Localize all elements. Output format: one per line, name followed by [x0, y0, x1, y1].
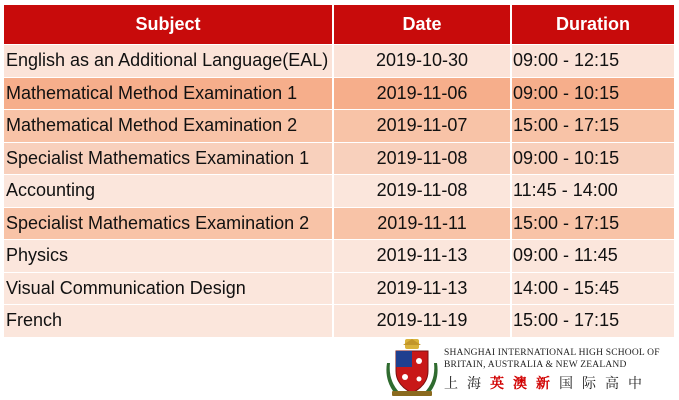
table-row [4, 208, 674, 240]
header-duration: Duration [512, 5, 674, 44]
table-row [4, 175, 674, 207]
subject-cell: Mathematical Method Examination 2 [4, 110, 332, 142]
date-cell: 2019-11-08 [334, 143, 510, 175]
duration-cell: 15:00 - 17:15 [512, 305, 674, 337]
date-cell: 2019-11-11 [334, 208, 510, 240]
date-cell: 2019-11-08 [334, 175, 510, 207]
school-logo [386, 337, 678, 397]
duration-cell: 11:45 - 14:00 [512, 175, 674, 207]
subject-cell: Mathematical Method Examination 1 [4, 78, 332, 110]
subject-cell: French [4, 305, 332, 337]
duration-cell: 14:00 - 15:45 [512, 273, 674, 305]
subject-cell: Specialist Mathematics Examination 2 [4, 208, 332, 240]
table-row [4, 110, 674, 142]
duration-cell: 09:00 - 10:15 [512, 78, 674, 110]
header-date: Date [334, 5, 510, 44]
school-name-english [444, 347, 660, 371]
exam-schedule-table [2, 4, 676, 338]
header-subject: Subject [4, 5, 332, 44]
date-cell: 2019-10-30 [334, 45, 510, 77]
subject-cell: Physics [4, 240, 332, 272]
school-name-line-2: BRITAIN, AUSTRALIA & NEW ZEALAND [444, 360, 627, 370]
school-name-cn-part1: 上海 [444, 375, 490, 391]
date-cell: 2019-11-06 [334, 78, 510, 110]
table-header [4, 5, 674, 44]
date-cell: 2019-11-13 [334, 273, 510, 305]
header-row [4, 5, 674, 44]
school-name-line-1: SHANGHAI INTERNATIONAL HIGH SCHOOL OF [444, 348, 660, 358]
date-cell: 2019-11-07 [334, 110, 510, 142]
table-body [4, 45, 674, 337]
school-name-cn-part3: 国际高中 [559, 375, 651, 391]
table-row [4, 78, 674, 110]
duration-cell: 09:00 - 10:15 [512, 143, 674, 175]
school-crest-icon [386, 337, 438, 397]
subject-cell: Visual Communication Design [4, 273, 332, 305]
date-cell: 2019-11-13 [334, 240, 510, 272]
subject-cell: Specialist Mathematics Examination 1 [4, 143, 332, 175]
table-row [4, 305, 674, 337]
table-row [4, 45, 674, 77]
date-cell: 2019-11-19 [334, 305, 510, 337]
school-name-cn-part2: 英澳新 [490, 375, 559, 391]
duration-cell: 15:00 - 17:15 [512, 110, 674, 142]
table-row [4, 273, 674, 305]
duration-cell: 09:00 - 12:15 [512, 45, 674, 77]
duration-cell: 09:00 - 11:45 [512, 240, 674, 272]
table-row [4, 240, 674, 272]
school-name-chinese [444, 373, 651, 393]
subject-cell: English as an Additional Language(EAL) [4, 45, 332, 77]
subject-cell: Accounting [4, 175, 332, 207]
duration-cell: 15:00 - 17:15 [512, 208, 674, 240]
table-row [4, 143, 674, 175]
